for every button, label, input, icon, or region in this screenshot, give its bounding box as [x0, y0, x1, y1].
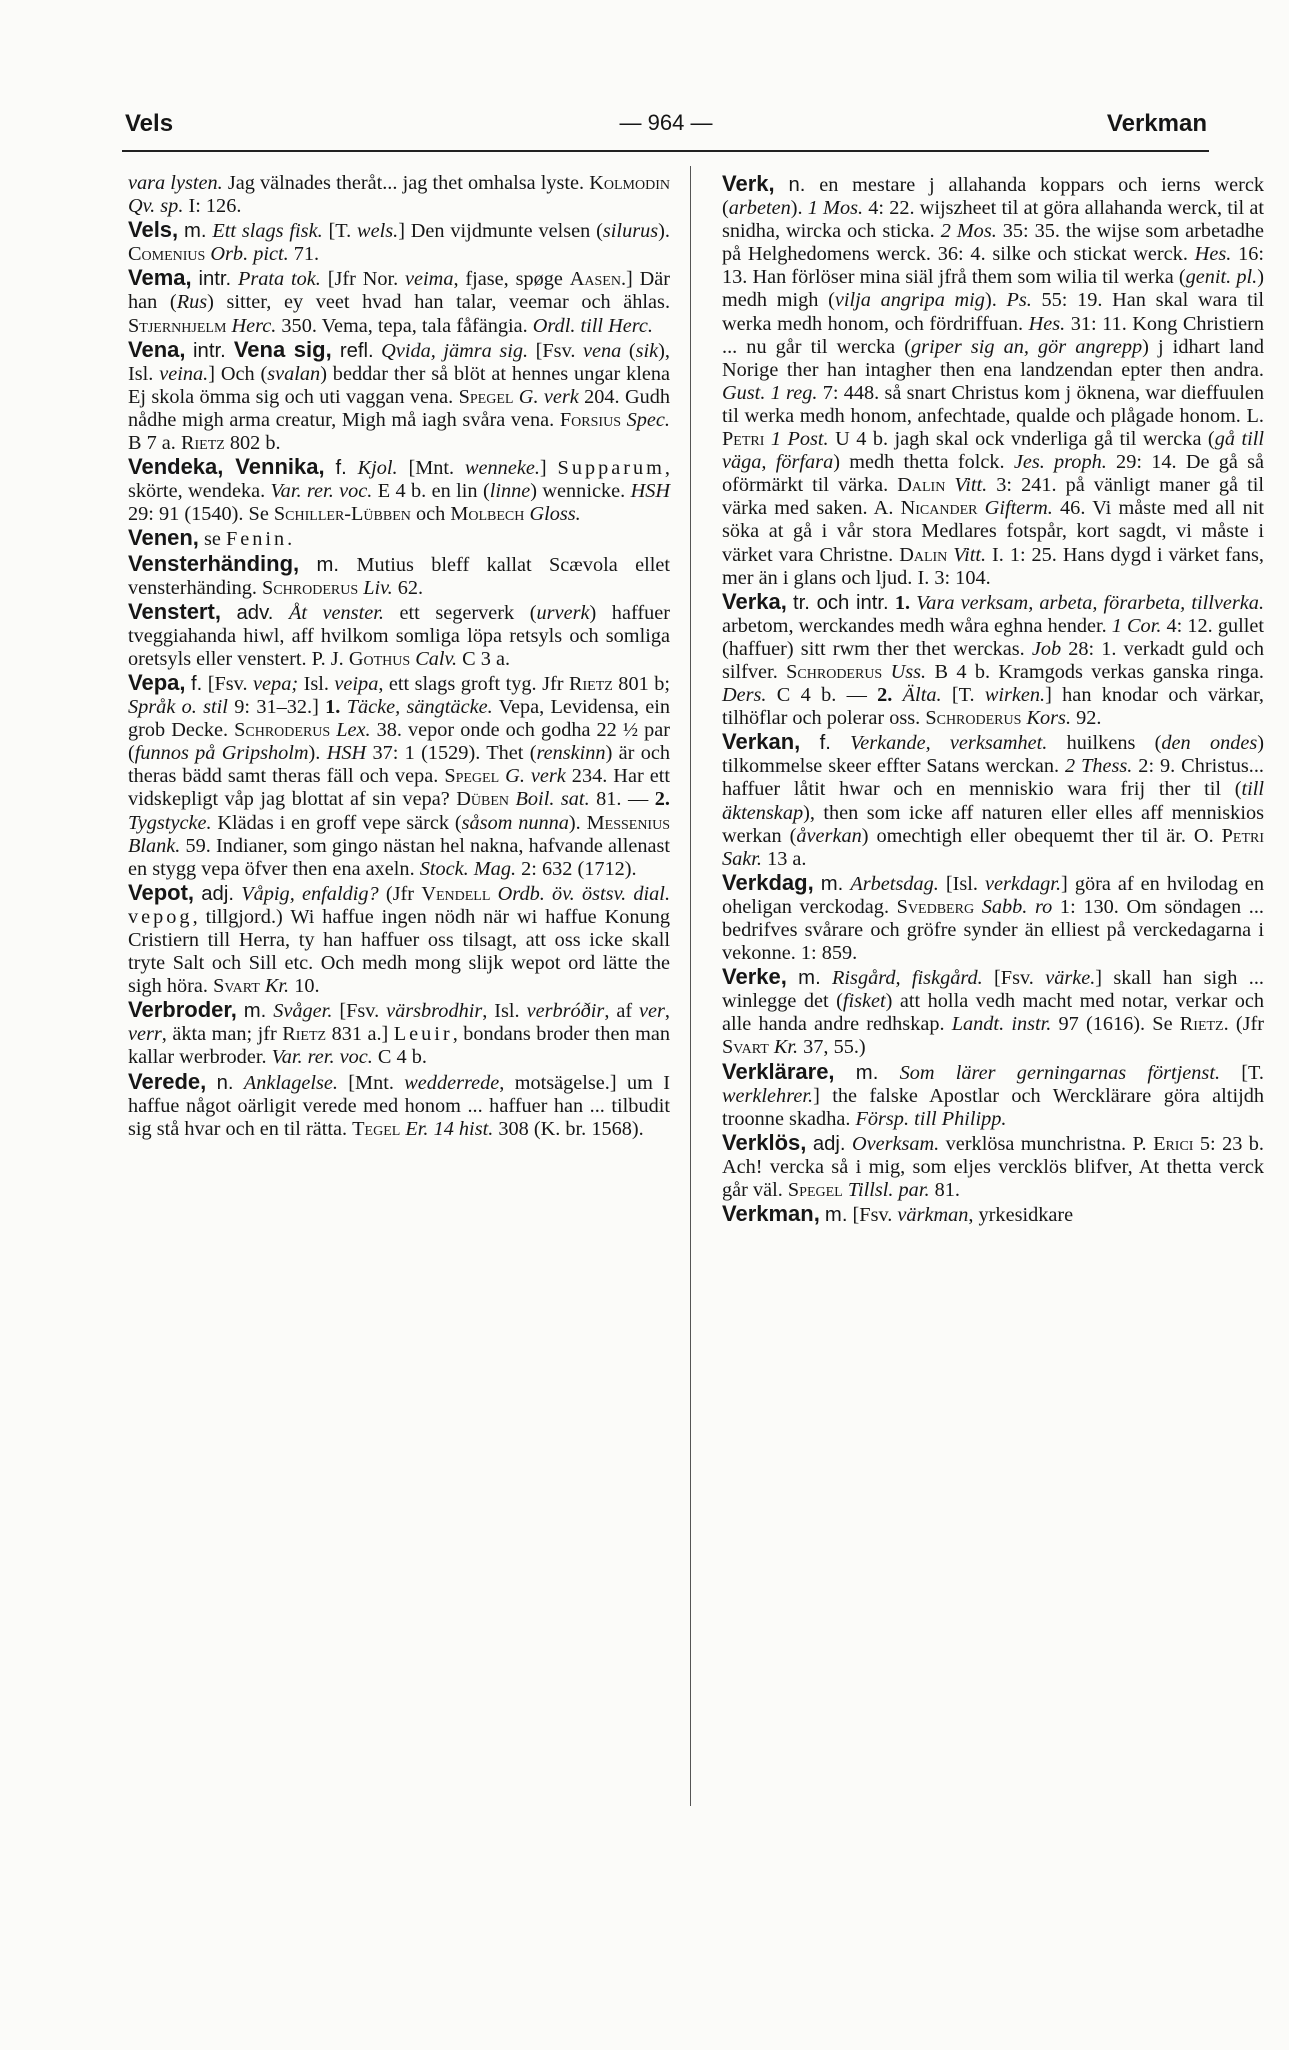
- header-last-headword: Verkman: [1106, 110, 1207, 137]
- entry-text: Qvida, jämra sig. [Fsv. vena (sik), Isl. veina.] Och (svalan) beddar ther så blöt at hennes ungar klena Ej skola ömma sig och uti vaggan vena. Spegel G. verk 204. Gudh nådhe migh arma creatur, Migh må iagh svåra vena. Forsius Spec. B 7 a. Rietz 802 b.: [128, 339, 671, 455]
- entry-text: Anklagelse. [Mnt. wedderrede, motsägelse.] um I haffue något oärligit verede med honom ... haffuer han ... tilbudit sig stå hvar och en til rätta. Tegel Er. 14 hist. 308 (K. br. 1568).: [128, 1071, 670, 1140]
- entry-text: Åt venster. ett segerverk (urverk) haffuer tveggiahanda hiwl, aff hvilkom somliga löpa retsyls och somliga oretsyls eller venstert. P. J. Gothus Calv. C 3 a.: [128, 601, 670, 670]
- column-divider: [690, 166, 691, 1806]
- entry-text: Overksam. verklösa munchristna. P. Erici 5: 23 b. Ach! vercka så i mig, som eljes vercklös blifver, At thetta verck går väl. Spegel Tillsl. par. 81.: [722, 1132, 1264, 1202]
- entry-grammar: m.: [824, 1204, 848, 1227]
- dictionary-entry: [128, 600, 670, 671]
- dictionary-entry: [722, 172, 1264, 590]
- left-column: [128, 172, 670, 1141]
- entry-grammar: f.: [335, 457, 347, 480]
- entry-grammar: m.: [243, 1000, 267, 1023]
- entry-headword: Verk,: [722, 171, 775, 196]
- entry-grammar: m.: [184, 220, 207, 243]
- entry-headword: Verede,: [128, 1068, 207, 1094]
- entry-headword: Verkman,: [722, 1201, 820, 1227]
- entry-text: [Fsv. vepa; Isl. veipa, ett slags groft tyg. Jfr Rietz 801 b; Språk o. stil 9: 31–32.] 1. Täcke, sängtäcke. Vepa, Levidensa, ein grob Decke. Schroderus Lex. 38. vepor onde och godha 22 ½ par (funnos på Gripsholm). HSH 37: 1 (1529). Thet (renskinn) är och theras bädd samt theras fäll och vepa. Spegel G. verk 234. Har ett vidskepligt våp jag blottat af sin vepa? Düben Boil. sat. 81. — 2. Tygstycke. Klädas i en groff vepe särck (såsom nunna). Messenius Blank. 59. Indianer, som gingo nästan hel nakna, hafvande allenast en stygg vepa öfver then ena axeln. Stock. Mag. 2: 632 (1712).: [128, 672, 671, 880]
- entry-headword: Vels,: [128, 217, 179, 243]
- entry-headword: Vepa,: [128, 669, 186, 695]
- entry-text: Mutius bleff kallat Scævola ellet vensterhänding. Schroderus Liv. 62.: [128, 553, 670, 599]
- dictionary-entry: [722, 590, 1264, 731]
- dictionary-entry: [128, 1070, 670, 1141]
- header-rule: [122, 150, 1209, 152]
- entry-grammar: f.: [819, 732, 831, 755]
- entry-grammar: intr.: [198, 268, 232, 291]
- entry-grammar: m.: [855, 1061, 879, 1084]
- dictionary-entry: [722, 965, 1264, 1059]
- dictionary-entry: [128, 266, 670, 337]
- entry-grammar: intr. Vena sig, refl.: [193, 336, 374, 362]
- dictionary-entry: [128, 338, 670, 455]
- entry-text: Ett slags fisk. [T. wels.] Den vijdmunte velsen (silurus). Comenius Orb. pict. 71.: [128, 220, 670, 266]
- entry-headword: Verkdag,: [722, 869, 814, 895]
- entry-grammar: m.: [820, 872, 844, 895]
- entry-text: vara lysten. Jag välnades theråt... jag thet omhalsa lyste. Kolmodin Qv. sp. I: 126.: [128, 172, 670, 218]
- entry-grammar: m.: [798, 967, 821, 990]
- entry-grammar: adj.: [812, 1132, 846, 1155]
- dictionary-entry: [128, 455, 670, 526]
- entry-headword: Verke,: [722, 964, 787, 990]
- dictionary-entry: [128, 881, 670, 998]
- entry-text: Arbetsdag. [Isl. verkdagr.] göra af en hvilodag en oheligan verckodag. Svedberg Sabb. ro 1: 130. Om söndagen ... bedrifves svårare och gröfre synder än elliest på verckedagarna i vekonne. 1: 859.: [722, 872, 1265, 965]
- entry-text: [Fsv. värkman, yrkesidkare: [852, 1204, 1074, 1227]
- entry-headword: Vema,: [128, 265, 192, 291]
- entry-text: Kjol. [Mnt. wenneke.] Supparum, skörte, wendeka. Var. rer. voc. E 4 b. en lin (linne) wennicke. HSH 29: 91 (1540). Se Schiller-Lübben och Molbech Gloss.: [128, 457, 670, 526]
- entry-grammar: tr. och intr.: [792, 591, 889, 614]
- dictionary-entry: [128, 218, 670, 266]
- entry-grammar: f.: [190, 672, 203, 695]
- entry-headword: Verklös,: [722, 1129, 807, 1155]
- header-first-headword: Vels: [125, 110, 174, 137]
- entry-text: se Fenin.: [204, 528, 293, 551]
- entry-headword: Venen,: [128, 525, 199, 551]
- entry-text: Risgård, fiskgård. [Fsv. värke.] skall han sigh ... winlegge det (fisket) att holla vedh macht med notar, verkar och alle handa andre redhskap. Landt. instr. 97 (1616). Se Rietz. (Jfr Svart Kr. 37, 55.): [722, 967, 1265, 1059]
- entry-headword: Vena,: [128, 336, 186, 362]
- entry-text: en mestare j allahanda koppars och ierns werck (arbeten). 1 Mos. 4: 22. wijszheet til at göra allahanda werck, til at snidha, wircka och sticka. 2 Mos. 35: 35. the wijse som arbetadhe på Helghedomens werck. 36: 4. silke och stickat werck. Hes. 16: 13. Han förlöser mina siäl jfrå them som wilia til werka (genit. pl.) medh migh (vilja angripa mig). Ps. 55: 19. Han skal wara til werka medh honom, och fördriffuan. Hes. 31: 11. Kong Christiern ... nu går til wercka (griper sig an, gör angrepp) j idhart land Norige ther han intagher then ena landzendan epter then andra. Gust. 1 reg. 7: 448. så snart Christus kom j öknena, war dieffuulen til werka medh honom, anfechtade, qualde och plågade honom. L. Petri 1 Post. U 4 b. jagh skal ock vnderliga gå til wercka (gå till väga, förfara) medh thetta folck. Jes. proph. 29: 14. De gå så oförmärkt til värka. Dalin Vitt. 3: 241. på vänligt maner gå til värka med saken. A. Nicander Gifterm. 46. Vi måste med all nit söka at gå i vår stora Medlares fotspår, kort sagdt, vi måste i värket vara Christne. Dalin Vitt. I. 1: 25. Hans dygd i värket fans, mer än i glans och ljud. I. 3: 104.: [722, 174, 1264, 589]
- entry-headword: Vepot,: [128, 879, 195, 905]
- entry-headword: Verklärare,: [722, 1058, 835, 1084]
- dictionary-entry: [128, 172, 670, 218]
- entry-headword: Venstert,: [128, 598, 221, 624]
- entry-grammar: n.: [788, 174, 806, 196]
- entry-headword: Verka,: [722, 588, 787, 614]
- entry-grammar: adj.: [201, 882, 234, 905]
- entry-text: Verkande, verksamhet. huilkens (den ondes) tilkommelse skeer effter Satans werckan. 2 Thess. 2: 9. Christus... haffuer låtit hwar och en menniskio wara frij ther til (till äktenskap), then som icke aff naturen eller elles aff menniskios werkan (åverkan) omechtigh eller obequemt ther til är. O. Petri Sakr. 13 a.: [722, 732, 1265, 870]
- entry-headword: Verbroder,: [128, 997, 237, 1023]
- dictionary-entry: [128, 526, 670, 551]
- entry-text: Som lärer gerningarnas förtjenst. [T. werklehrer.] the falske Apostlar och Wercklärare göra altijdh troonne skadha. Försp. till Philipp.: [722, 1061, 1264, 1130]
- dictionary-entry: [722, 1060, 1264, 1131]
- entry-headword: Vendeka, Vennika,: [128, 454, 325, 480]
- dictionary-entry: [128, 671, 670, 881]
- entry-grammar: adv.: [236, 601, 274, 624]
- right-column: [722, 172, 1264, 1227]
- dictionary-entry: [722, 1202, 1264, 1227]
- dictionary-entry: [722, 730, 1264, 871]
- entry-text: Svåger. [Fsv. värsbrodhir, Isl. verbróðir, af ver, verr, äkta man; jfr Rietz 831 a.] Leuir, bondans broder then man kallar werbroder. Var. rer. voc. C 4 b.: [128, 1000, 671, 1069]
- dictionary-entry: [722, 1131, 1264, 1202]
- running-header: [125, 110, 1207, 150]
- dictionary-entry: [128, 998, 670, 1069]
- entry-text: Prata tok. [Jfr Nor. veima, fjase, spøge Aasen.] Där han (Rus) sitter, ey veet hvad han talar, veemar och ählas. Stjernhjelm Herc. 350. Vema, tepa, tala fåfängia. Ordl. till Herc.: [128, 268, 671, 337]
- entry-grammar: n.: [216, 1071, 234, 1094]
- dictionary-entry: [722, 871, 1264, 965]
- page-number: — 964 —: [619, 110, 713, 135]
- entry-headword: Vensterhänding,: [128, 550, 300, 576]
- dictionary-entry: [128, 552, 670, 600]
- entry-text: Våpig, enfaldig? (Jfr Vendell Ordb. öv. östsv. dial. vepog, tillgjord.) Wi haffue ingen nödh när wi haffue Konung Cristiern till Herra, ty han haffuer oss tilsagt, att oss icke skall tryte Salt och Sill etc. Och medh mong slijk wepot ord lätte the sigh höra. Svart Kr. 10.: [128, 882, 671, 998]
- entry-headword: Verkan,: [722, 729, 801, 755]
- entry-grammar: m.: [316, 553, 340, 576]
- entry-text: 1. Vara verksam, arbeta, förarbeta, tillverka. arbetom, werckandes medh wåra eghna hender. 1 Cor. 4: 12. gullet (haffuer) sitt rwm ther thet werckas. Job 28: 1. verkadt guld och silfver. Schroderus Uss. B 4 b. Kramgods verkas ganska ringa. Ders. C 4 b. — 2. Älta. [T. wirken.] han knodar och värkar, tilhöflar och polerar oss. Schroderus Kors. 92.: [722, 591, 1265, 730]
